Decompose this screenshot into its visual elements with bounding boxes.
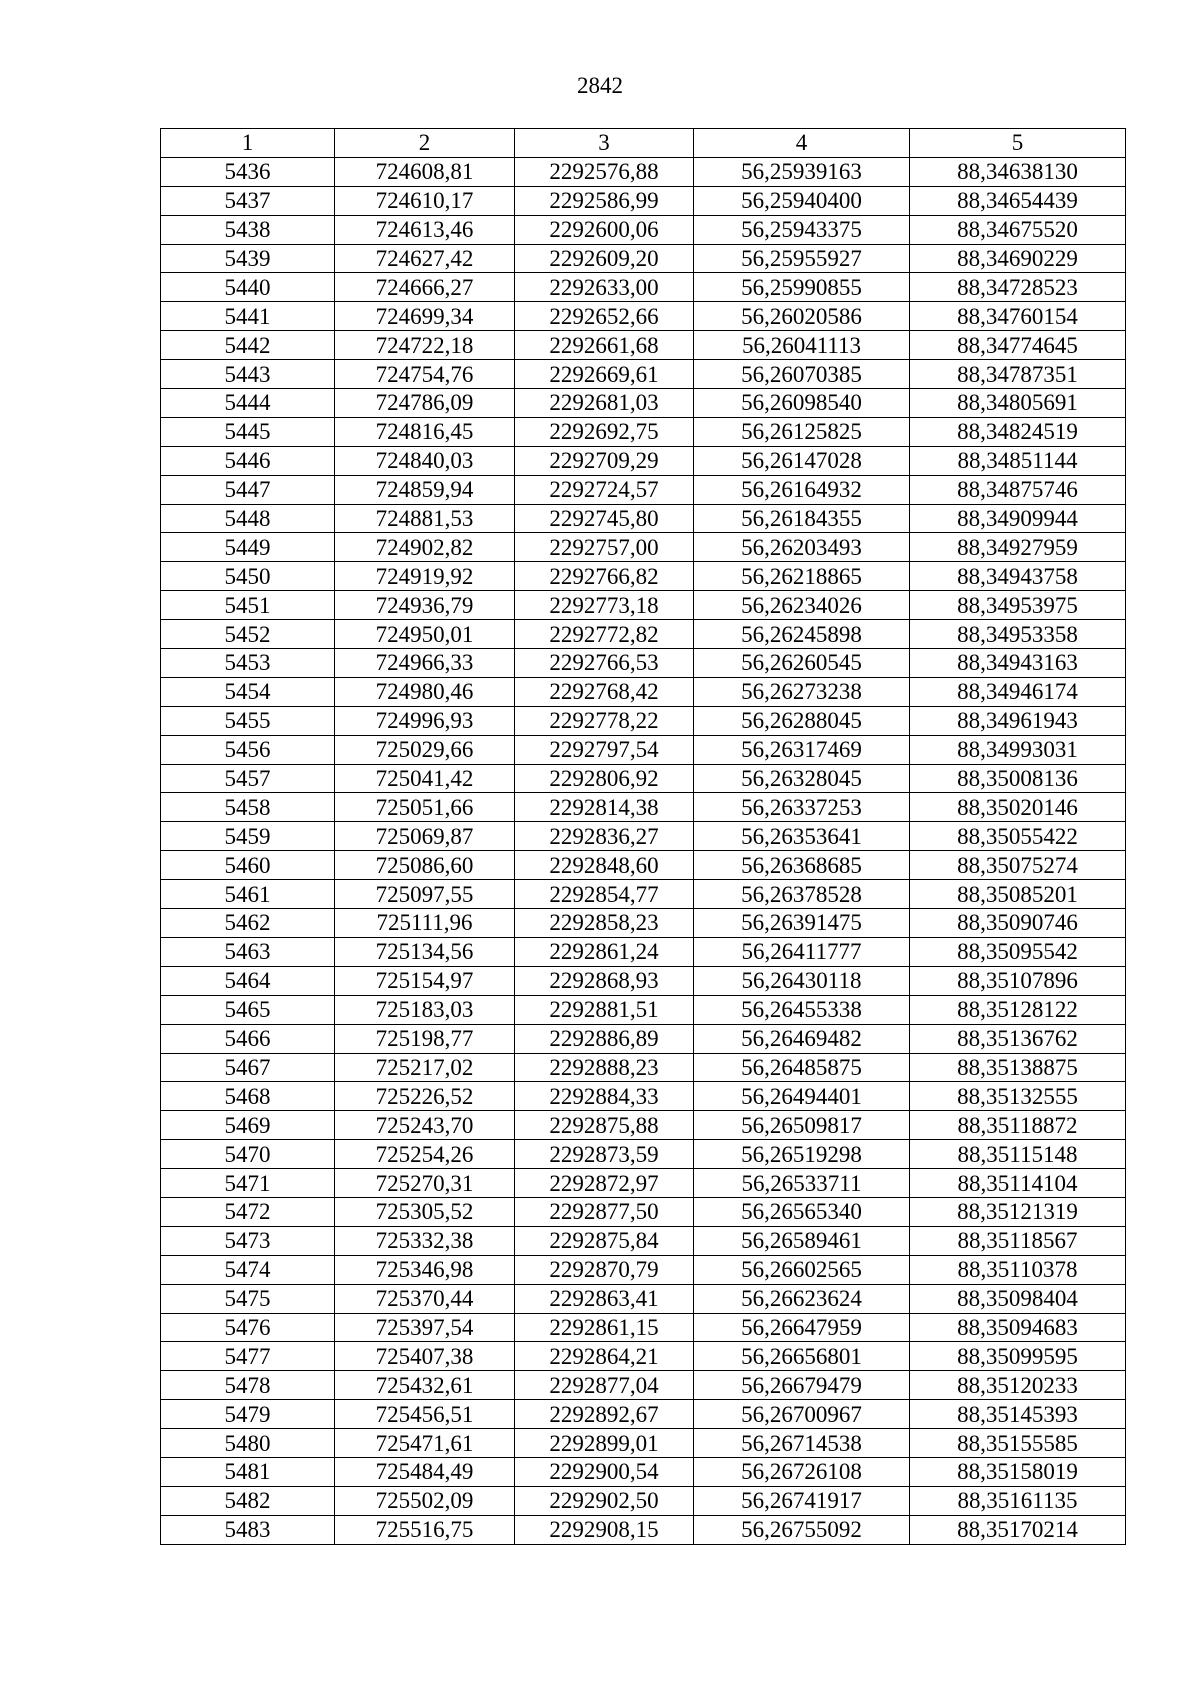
table-cell: 2292669,61 <box>515 360 694 389</box>
table-row <box>161 851 1126 880</box>
page-number: 2842 <box>577 73 623 98</box>
table-cell: 725226,52 <box>335 1082 515 1111</box>
table-cell: 2292576,88 <box>515 157 694 186</box>
table-row <box>161 1284 1126 1313</box>
table-cell: 5447 <box>161 475 335 504</box>
table-row <box>161 822 1126 851</box>
table-cell: 5463 <box>161 937 335 966</box>
table-cell: 2292692,75 <box>515 417 694 446</box>
table-cell: 88,34993031 <box>910 735 1126 764</box>
table-cell: 56,26519298 <box>694 1140 910 1169</box>
table-body <box>161 129 1126 1545</box>
table-cell: 56,26273238 <box>694 677 910 706</box>
table-cell: 2292872,97 <box>515 1169 694 1198</box>
table-cell: 88,35094683 <box>910 1313 1126 1342</box>
table-cell: 88,35132555 <box>910 1082 1126 1111</box>
table-cell: 5445 <box>161 417 335 446</box>
table-cell: 2292877,50 <box>515 1197 694 1226</box>
table-row <box>161 909 1126 938</box>
table-cell: 725346,98 <box>335 1255 515 1284</box>
table-cell: 725134,56 <box>335 937 515 966</box>
table-cell: 56,25943375 <box>694 215 910 244</box>
table-cell: 56,26368685 <box>694 851 910 880</box>
table-cell: 88,35075274 <box>910 851 1126 880</box>
table-row <box>161 186 1126 215</box>
table-row <box>161 302 1126 331</box>
table-row <box>161 244 1126 273</box>
table-cell: 88,35161135 <box>910 1486 1126 1515</box>
table-cell: 2292877,04 <box>515 1371 694 1400</box>
table-cell: 5456 <box>161 735 335 764</box>
table-cell: 725154,97 <box>335 966 515 995</box>
table-cell: 725041,42 <box>335 764 515 793</box>
table-cell: 56,25940400 <box>694 186 910 215</box>
table-cell: 725397,54 <box>335 1313 515 1342</box>
table-row <box>161 735 1126 764</box>
table-cell: 88,35120233 <box>910 1371 1126 1400</box>
table-row <box>161 533 1126 562</box>
table-cell: 2292863,41 <box>515 1284 694 1313</box>
table-cell: 88,34690229 <box>910 244 1126 273</box>
table-row <box>161 1140 1126 1169</box>
table-row <box>161 1082 1126 1111</box>
table-cell: 88,35110378 <box>910 1255 1126 1284</box>
table-cell: 725183,03 <box>335 995 515 1024</box>
table-cell: 56,26378528 <box>694 880 910 909</box>
table-cell: 88,35128122 <box>910 995 1126 1024</box>
table-cell: 56,26218865 <box>694 562 910 591</box>
table-cell: 724902,82 <box>335 533 515 562</box>
table-cell: 725407,38 <box>335 1342 515 1371</box>
table-cell: 56,26020586 <box>694 302 910 331</box>
table-cell: 724754,76 <box>335 360 515 389</box>
table-cell: 5461 <box>161 880 335 909</box>
table-cell: 5460 <box>161 851 335 880</box>
table-cell: 88,35145393 <box>910 1400 1126 1429</box>
table-cell: 5464 <box>161 966 335 995</box>
table-cell: 56,26509817 <box>694 1111 910 1140</box>
table-cell: 88,35170214 <box>910 1515 1126 1544</box>
table-row <box>161 389 1126 418</box>
table-cell: 88,34760154 <box>910 302 1126 331</box>
table-cell: 2292586,99 <box>515 186 694 215</box>
table-cell: 56,26288045 <box>694 706 910 735</box>
table-cell: 88,35121319 <box>910 1197 1126 1226</box>
table-cell: 2292875,88 <box>515 1111 694 1140</box>
table-row <box>161 1515 1126 1544</box>
table-cell: 56,26353641 <box>694 822 910 851</box>
table-cell: 5479 <box>161 1400 335 1429</box>
table-cell: 88,35115148 <box>910 1140 1126 1169</box>
table-cell: 2292888,23 <box>515 1053 694 1082</box>
table-cell: 5468 <box>161 1082 335 1111</box>
table-cell: 88,35020146 <box>910 793 1126 822</box>
table-cell: 88,35158019 <box>910 1457 1126 1486</box>
table-cell: 88,35099595 <box>910 1342 1126 1371</box>
table-cell: 725432,61 <box>335 1371 515 1400</box>
table-cell: 725332,38 <box>335 1226 515 1255</box>
table-cell: 2292836,27 <box>515 822 694 851</box>
table-row <box>161 1053 1126 1082</box>
table-cell: 2292886,89 <box>515 1024 694 1053</box>
table-cell: 724980,46 <box>335 677 515 706</box>
table-cell: 56,26164932 <box>694 475 910 504</box>
table-cell: 88,34943163 <box>910 649 1126 678</box>
table-row <box>161 504 1126 533</box>
table-cell: 56,25990855 <box>694 273 910 302</box>
table-cell: 56,26469482 <box>694 1024 910 1053</box>
table-row <box>161 1371 1126 1400</box>
table-cell: 88,35155585 <box>910 1429 1126 1458</box>
table-cell: 88,34824519 <box>910 417 1126 446</box>
table-cell: 56,26317469 <box>694 735 910 764</box>
table-cell: 2292864,21 <box>515 1342 694 1371</box>
table-cell: 724966,33 <box>335 649 515 678</box>
table-cell: 724627,42 <box>335 244 515 273</box>
table-row <box>161 1429 1126 1458</box>
table-cell: 56,26741917 <box>694 1486 910 1515</box>
table-cell: 5453 <box>161 649 335 678</box>
table-cell: 724936,79 <box>335 591 515 620</box>
table-cell: 5440 <box>161 273 335 302</box>
table-cell: 2292681,03 <box>515 389 694 418</box>
table-cell: 5454 <box>161 677 335 706</box>
table-cell: 2292900,54 <box>515 1457 694 1486</box>
table-cell: 2292854,77 <box>515 880 694 909</box>
table-row <box>161 620 1126 649</box>
table-row <box>161 649 1126 678</box>
table-cell: 56,26533711 <box>694 1169 910 1198</box>
table-cell: 88,35098404 <box>910 1284 1126 1313</box>
table-cell: 724919,92 <box>335 562 515 591</box>
table-cell: 725270,31 <box>335 1169 515 1198</box>
table-cell: 2292724,57 <box>515 475 694 504</box>
table-cell: 88,34728523 <box>910 273 1126 302</box>
table-cell: 56,26589461 <box>694 1226 910 1255</box>
table-row <box>161 475 1126 504</box>
table-cell: 5452 <box>161 620 335 649</box>
table-cell: 724666,27 <box>335 273 515 302</box>
table-cell: 725305,52 <box>335 1197 515 1226</box>
table-row <box>161 417 1126 446</box>
table-cell: 724786,09 <box>335 389 515 418</box>
table-row <box>161 273 1126 302</box>
table-row <box>161 937 1126 966</box>
table-cell: 5480 <box>161 1429 335 1458</box>
table-row <box>161 360 1126 389</box>
table-cell: 56,26726108 <box>694 1457 910 1486</box>
table-row <box>161 331 1126 360</box>
table-cell: 724859,94 <box>335 475 515 504</box>
table-cell: 2292861,15 <box>515 1313 694 1342</box>
table-cell: 5443 <box>161 360 335 389</box>
table-cell: 5436 <box>161 157 335 186</box>
table-cell: 56,26041113 <box>694 331 910 360</box>
table-cell: 5438 <box>161 215 335 244</box>
table-header-row <box>161 129 1126 158</box>
table-cell: 56,26411777 <box>694 937 910 966</box>
table-cell: 2292908,15 <box>515 1515 694 1544</box>
table-row <box>161 591 1126 620</box>
table-cell: 88,35107896 <box>910 966 1126 995</box>
table-cell: 5450 <box>161 562 335 591</box>
table-cell: 56,26755092 <box>694 1515 910 1544</box>
table-cell: 2292797,54 <box>515 735 694 764</box>
table-cell: 5473 <box>161 1226 335 1255</box>
table-cell: 5462 <box>161 909 335 938</box>
table-cell: 88,34654439 <box>910 186 1126 215</box>
table-cell: 88,34909944 <box>910 504 1126 533</box>
table-row <box>161 995 1126 1024</box>
table-cell: 56,26602565 <box>694 1255 910 1284</box>
table-cell: 5444 <box>161 389 335 418</box>
table-cell: 88,34675520 <box>910 215 1126 244</box>
table-cell: 88,35138875 <box>910 1053 1126 1082</box>
table-cell: 725254,26 <box>335 1140 515 1169</box>
column-header: 3 <box>515 129 694 158</box>
table-cell: 2292773,18 <box>515 591 694 620</box>
table-cell: 5471 <box>161 1169 335 1198</box>
table-cell: 2292709,29 <box>515 446 694 475</box>
table-cell: 56,26430118 <box>694 966 910 995</box>
table-cell: 5446 <box>161 446 335 475</box>
table-cell: 5437 <box>161 186 335 215</box>
table-cell: 2292768,42 <box>515 677 694 706</box>
table-cell: 5482 <box>161 1486 335 1515</box>
table-cell: 88,34774645 <box>910 331 1126 360</box>
table-row <box>161 1255 1126 1284</box>
table-cell: 2292875,84 <box>515 1226 694 1255</box>
table-cell: 56,26260545 <box>694 649 910 678</box>
column-header: 2 <box>335 129 515 158</box>
table-cell: 725243,70 <box>335 1111 515 1140</box>
table-row <box>161 157 1126 186</box>
table-cell: 724816,45 <box>335 417 515 446</box>
table-cell: 56,26147028 <box>694 446 910 475</box>
table-cell: 725198,77 <box>335 1024 515 1053</box>
table-cell: 56,26714538 <box>694 1429 910 1458</box>
table-cell: 56,26679479 <box>694 1371 910 1400</box>
table-cell: 724950,01 <box>335 620 515 649</box>
table-cell: 56,26700967 <box>694 1400 910 1429</box>
table-row <box>161 1457 1126 1486</box>
table-cell: 5476 <box>161 1313 335 1342</box>
table-cell: 56,26623624 <box>694 1284 910 1313</box>
table-row <box>161 880 1126 909</box>
table-cell: 724699,34 <box>335 302 515 331</box>
table-cell: 725516,75 <box>335 1515 515 1544</box>
table-cell: 2292772,82 <box>515 620 694 649</box>
table-cell: 88,34787351 <box>910 360 1126 389</box>
table-cell: 56,25955927 <box>694 244 910 273</box>
table-row <box>161 215 1126 244</box>
table-cell: 56,26070385 <box>694 360 910 389</box>
table-cell: 5477 <box>161 1342 335 1371</box>
table-cell: 5478 <box>161 1371 335 1400</box>
table-cell: 5439 <box>161 244 335 273</box>
table-cell: 88,35055422 <box>910 822 1126 851</box>
table-row <box>161 793 1126 822</box>
table-cell: 88,34953975 <box>910 591 1126 620</box>
table-cell: 725111,96 <box>335 909 515 938</box>
table-row <box>161 706 1126 735</box>
table-cell: 5448 <box>161 504 335 533</box>
table-cell: 5466 <box>161 1024 335 1053</box>
table-row <box>161 677 1126 706</box>
table-cell: 56,26455338 <box>694 995 910 1024</box>
table-cell: 88,34875746 <box>910 475 1126 504</box>
table-cell: 2292766,53 <box>515 649 694 678</box>
column-header: 4 <box>694 129 910 158</box>
table-cell: 5481 <box>161 1457 335 1486</box>
table-cell: 5451 <box>161 591 335 620</box>
table-cell: 2292766,82 <box>515 562 694 591</box>
table-cell: 5449 <box>161 533 335 562</box>
table-cell: 2292609,20 <box>515 244 694 273</box>
table-cell: 56,26125825 <box>694 417 910 446</box>
table-cell: 2292873,59 <box>515 1140 694 1169</box>
table-cell: 56,26234026 <box>694 591 910 620</box>
table-cell: 88,35090746 <box>910 909 1126 938</box>
table-cell: 2292848,60 <box>515 851 694 880</box>
table-cell: 56,26098540 <box>694 389 910 418</box>
table-cell: 2292757,00 <box>515 533 694 562</box>
table-cell: 724613,46 <box>335 215 515 244</box>
table-cell: 88,34943758 <box>910 562 1126 591</box>
table-cell: 88,35095542 <box>910 937 1126 966</box>
table-cell: 88,35114104 <box>910 1169 1126 1198</box>
table-cell: 5475 <box>161 1284 335 1313</box>
table-cell: 725029,66 <box>335 735 515 764</box>
table-cell: 56,26245898 <box>694 620 910 649</box>
table-cell: 2292892,67 <box>515 1400 694 1429</box>
table-cell: 88,35118567 <box>910 1226 1126 1255</box>
table-row <box>161 1024 1126 1053</box>
table-cell: 2292868,93 <box>515 966 694 995</box>
table-cell: 2292902,50 <box>515 1486 694 1515</box>
table-cell: 88,34851144 <box>910 446 1126 475</box>
table-row <box>161 966 1126 995</box>
table-cell: 2292881,51 <box>515 995 694 1024</box>
table-cell: 5470 <box>161 1140 335 1169</box>
table-cell: 5469 <box>161 1111 335 1140</box>
table-cell: 88,35008136 <box>910 764 1126 793</box>
table-row <box>161 764 1126 793</box>
table-cell: 724722,18 <box>335 331 515 360</box>
table-cell: 88,34638130 <box>910 157 1126 186</box>
table-cell: 725086,60 <box>335 851 515 880</box>
table-cell: 5441 <box>161 302 335 331</box>
table-cell: 56,26494401 <box>694 1082 910 1111</box>
table-cell: 56,26647959 <box>694 1313 910 1342</box>
table-cell: 56,26328045 <box>694 764 910 793</box>
table-cell: 5483 <box>161 1515 335 1544</box>
table-cell: 56,26485875 <box>694 1053 910 1082</box>
column-header: 1 <box>161 129 335 158</box>
table-cell: 725502,09 <box>335 1486 515 1515</box>
table-cell: 725069,87 <box>335 822 515 851</box>
table-cell: 88,34953358 <box>910 620 1126 649</box>
table-cell: 56,26656801 <box>694 1342 910 1371</box>
table-cell: 2292652,66 <box>515 302 694 331</box>
table-cell: 88,35136762 <box>910 1024 1126 1053</box>
table-cell: 2292870,79 <box>515 1255 694 1284</box>
table-cell: 724840,03 <box>335 446 515 475</box>
table-row <box>161 1111 1126 1140</box>
table-cell: 88,35085201 <box>910 880 1126 909</box>
table-row <box>161 446 1126 475</box>
table-cell: 88,35118872 <box>910 1111 1126 1140</box>
table-row <box>161 1486 1126 1515</box>
table-row <box>161 1169 1126 1198</box>
table-cell: 2292861,24 <box>515 937 694 966</box>
table-row <box>161 562 1126 591</box>
table-cell: 724996,93 <box>335 706 515 735</box>
table-cell: 56,26391475 <box>694 909 910 938</box>
table-cell: 724610,17 <box>335 186 515 215</box>
table-cell: 725051,66 <box>335 793 515 822</box>
table-row <box>161 1400 1126 1429</box>
table-cell: 725370,44 <box>335 1284 515 1313</box>
table-cell: 5472 <box>161 1197 335 1226</box>
table-row <box>161 1197 1126 1226</box>
table-cell: 56,25939163 <box>694 157 910 186</box>
table-cell: 2292814,38 <box>515 793 694 822</box>
table-cell: 88,34961943 <box>910 706 1126 735</box>
table-cell: 2292884,33 <box>515 1082 694 1111</box>
table-cell: 724881,53 <box>335 504 515 533</box>
table-cell: 88,34946174 <box>910 677 1126 706</box>
table-cell: 2292633,00 <box>515 273 694 302</box>
table-cell: 5465 <box>161 995 335 1024</box>
table-cell: 56,26565340 <box>694 1197 910 1226</box>
table-cell: 2292600,06 <box>515 215 694 244</box>
table-cell: 725217,02 <box>335 1053 515 1082</box>
table-cell: 725456,51 <box>335 1400 515 1429</box>
table-cell: 2292858,23 <box>515 909 694 938</box>
table-cell: 88,34805691 <box>910 389 1126 418</box>
table-cell: 56,26203493 <box>694 533 910 562</box>
table-cell: 56,26337253 <box>694 793 910 822</box>
table-cell: 725471,61 <box>335 1429 515 1458</box>
table-cell: 5457 <box>161 764 335 793</box>
table-cell: 5467 <box>161 1053 335 1082</box>
table-cell: 2292778,22 <box>515 706 694 735</box>
column-header: 5 <box>910 129 1126 158</box>
table-cell: 724608,81 <box>335 157 515 186</box>
table-cell: 2292661,68 <box>515 331 694 360</box>
table-cell: 5458 <box>161 793 335 822</box>
table-cell: 5459 <box>161 822 335 851</box>
table-cell: 2292899,01 <box>515 1429 694 1458</box>
table-cell: 5442 <box>161 331 335 360</box>
table-cell: 5474 <box>161 1255 335 1284</box>
table-cell: 725097,55 <box>335 880 515 909</box>
table-cell: 2292745,80 <box>515 504 694 533</box>
table-row <box>161 1342 1126 1371</box>
table-cell: 725484,49 <box>335 1457 515 1486</box>
table-cell: 88,34927959 <box>910 533 1126 562</box>
table-cell: 2292806,92 <box>515 764 694 793</box>
table-row <box>161 1226 1126 1255</box>
table-cell: 56,26184355 <box>694 504 910 533</box>
coordinates-table <box>160 128 1126 1545</box>
table-row <box>161 1313 1126 1342</box>
table-cell: 5455 <box>161 706 335 735</box>
